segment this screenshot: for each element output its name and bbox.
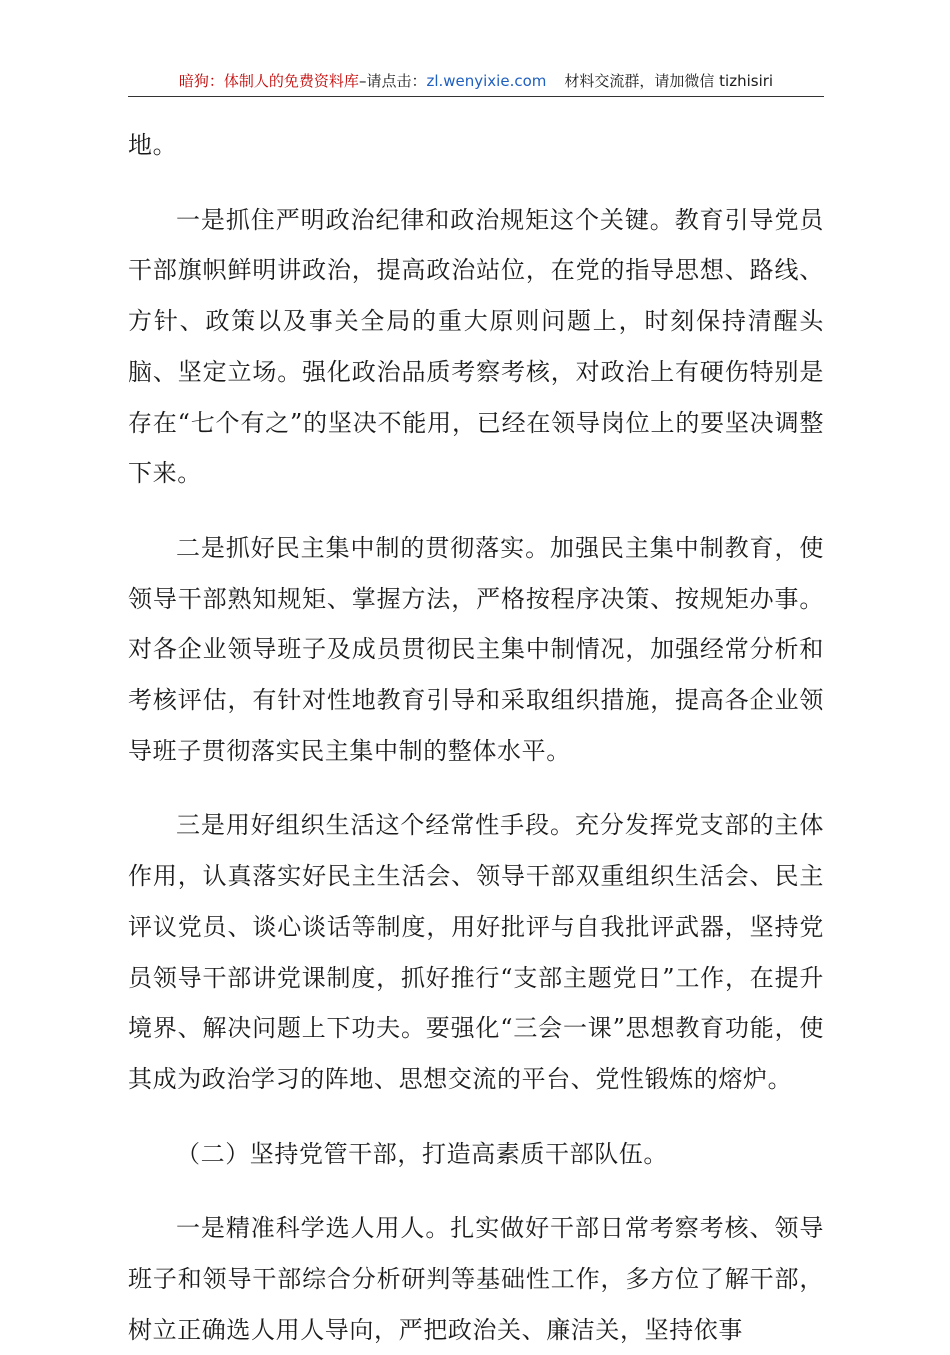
- section-subheading: （二）坚持党管干部，打造高素质干部队伍。: [176, 1139, 668, 1168]
- paragraph-2: 二是抓好民主集中制的贯彻落实。加强民主集中制教育，使领导干部熟知规矩、掌握方法，严格按程序决策、按规矩办事。对各企业领导班子及成员贯彻民主集中制情况，加强经常分析和考核评估，有针对性地教育引导和采取组织措施，提高各企业领导班子贯彻落实民主集中制的整体水平。: [128, 533, 824, 765]
- paragraph-3: 三是用好组织生活这个经常性手段。充分发挥党支部的主体作用，认真落实好民主生活会、领导干部双重组织生活会、民主评议党员、谈心谈话等制度，用好批评与自我批评武器，坚持党员领导干部讲党课制度，抓好推行“支部主题党日”工作，在提升境界、解决问题上下功夫。要强化“三会一课”思想教育功能，使其成为政治学习的阵地、思想交流的平台、党性锻炼的熔炉。: [128, 811, 824, 1093]
- header-link[interactable]: zl.wenyixie.com: [426, 72, 547, 90]
- paragraph-4: 一是精准科学选人用人。扎实做好干部日常考察考核、领导班子和领导干部综合分析研判等基础性工作，多方位了解干部，树立正确选人用人导向，严把政治关、廉洁关，坚持依事: [128, 1214, 824, 1344]
- header-brand: 暗狗：体制人的免费资料库: [178, 72, 359, 90]
- header-prompt: –请点击：: [358, 72, 427, 90]
- continuation-text: 地。: [128, 131, 178, 159]
- header-wechat-note: 材料交流群，请加微信 tizhisiri: [564, 72, 774, 90]
- page-header: [128, 70, 824, 97]
- document-body: [128, 120, 824, 1355]
- paragraph-1: 一是抓住严明政治纪律和政治规矩这个关键。教育引导党员干部旗帜鲜明讲政治，提高政治站位，在党的指导思想、路线、方针、政策以及事关全局的重大原则问题上，时刻保持清醒头脑、坚定立场。强化政治品质考察考核，对政治上有硬伤特别是存在“七个有之”的坚决不能用，已经在领导岗位上的要坚决调整下来。: [128, 205, 824, 488]
